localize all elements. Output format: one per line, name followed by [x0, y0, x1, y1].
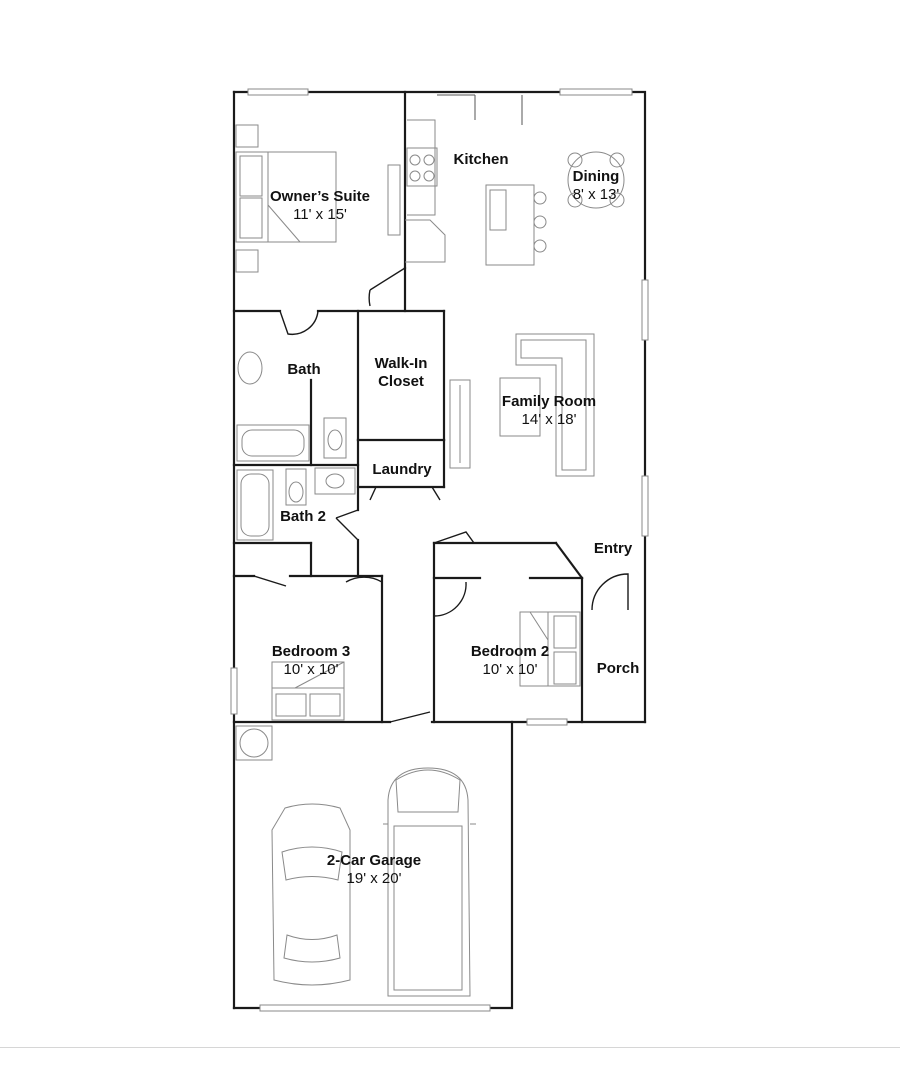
room-dining — [573, 168, 620, 204]
room-dims: 10' x 10' — [283, 661, 339, 678]
room-dims: 10' x 10' — [482, 661, 538, 678]
room-name: Walk-In Closet — [374, 355, 428, 390]
room-name: Laundry — [372, 461, 432, 478]
room-kitchen — [453, 151, 508, 169]
room-walk-in-closet — [366, 355, 436, 391]
room-dims: 14' x 18' — [521, 411, 577, 428]
room-name: Entry — [593, 540, 633, 557]
room-bedroom3 — [272, 643, 350, 679]
bottom-divider — [0, 1047, 900, 1048]
furniture — [236, 95, 624, 996]
room-family-room — [502, 393, 596, 429]
room-dims: 11' x 15' — [293, 206, 347, 223]
room-name: Dining — [572, 168, 620, 185]
room-name: Bath 2 — [280, 508, 326, 525]
room-bath — [287, 361, 320, 379]
room-name: Porch — [596, 660, 640, 677]
room-name: Kitchen — [453, 151, 509, 168]
room-name: 2-Car Garage — [326, 852, 422, 869]
room-name: Bedroom 2 — [470, 643, 550, 660]
room-garage — [327, 852, 421, 888]
room-entry — [594, 540, 632, 558]
room-bedroom2 — [471, 643, 549, 679]
room-name: Family Room — [501, 393, 597, 410]
room-owners-suite — [270, 188, 370, 224]
room-laundry — [372, 461, 431, 479]
room-dims: 19' x 20' — [346, 870, 402, 887]
room-name: Bath — [287, 361, 321, 378]
room-dims: 8' x 13' — [572, 186, 620, 203]
windows — [231, 89, 648, 1011]
room-porch — [597, 660, 640, 678]
room-name: Bedroom 3 — [271, 643, 351, 660]
room-name: Owner’s Suite — [269, 188, 371, 205]
room-bath2 — [280, 508, 326, 526]
